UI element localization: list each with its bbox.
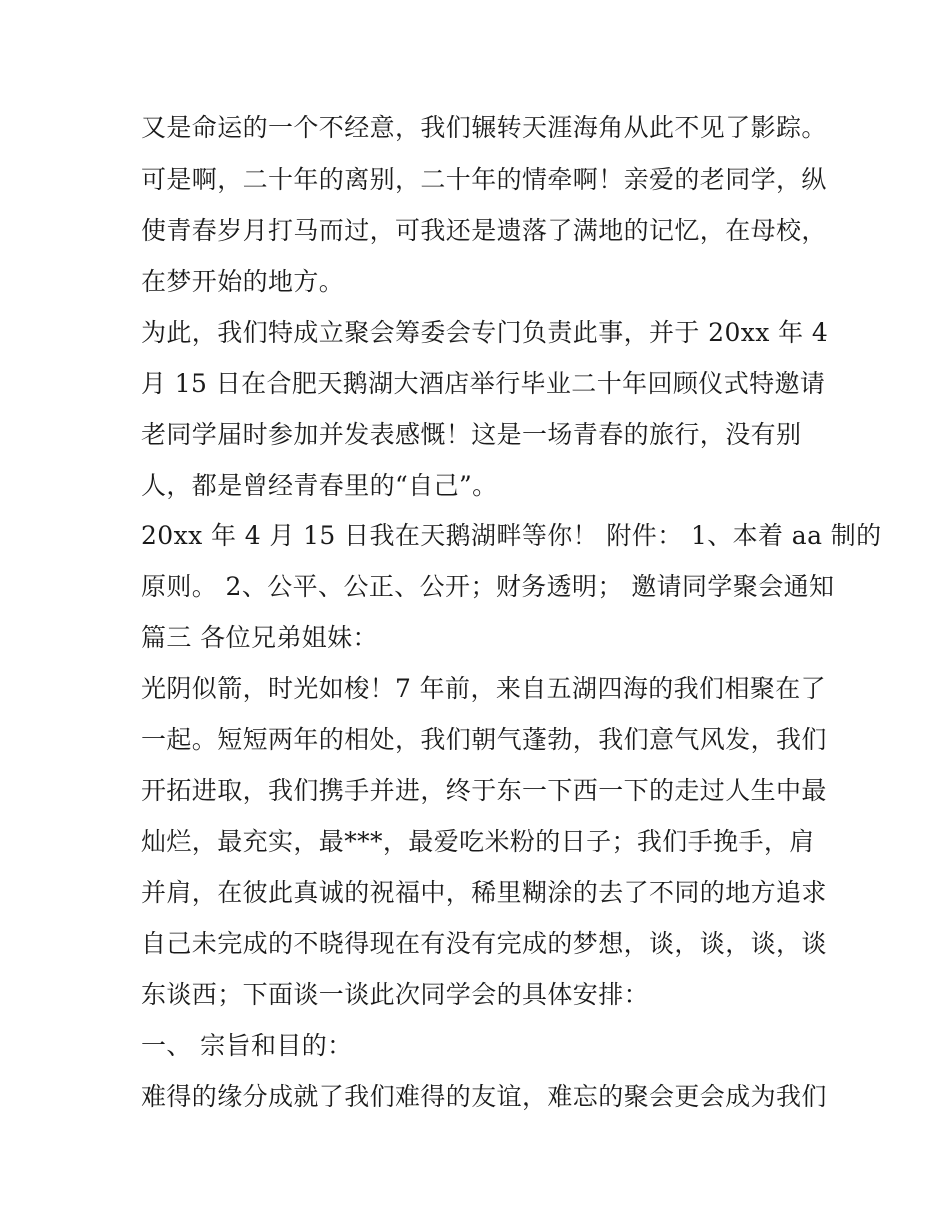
text-line: 在梦开始的地方。 xyxy=(141,267,345,296)
text-line: 一起。短短两年的相处，我们朝气蓬勃，我们意气风发，我们 xyxy=(141,725,827,754)
text-line: 月 15 日在合肥天鹅湖大酒店举行毕业二十年回顾仪式特邀请 xyxy=(141,369,826,398)
text-line: 人，都是曾经青春里的“自己”。 xyxy=(141,471,498,500)
text-line: 并肩，在彼此真诚的祝福中，稀里糊涂的去了不同的地方追求 xyxy=(141,878,827,907)
text-line: 难得的缘分成就了我们难得的友谊，难忘的聚会更会成为我们 xyxy=(141,1082,827,1111)
text-line: 一、 宗旨和目的： xyxy=(141,1031,353,1060)
text-line: 原则。 2、公平、公正、公开；财务透明； 邀请同学聚会通知 xyxy=(141,572,835,601)
text-line: 开拓进取，我们携手并进，终于东一下西一下的走过人生中最 xyxy=(141,776,827,805)
text-line: 光阴似箭，时光如梭！7 年前，来自五湖四海的我们相聚在了 xyxy=(141,674,827,703)
text-line: 又是命运的一个不经意，我们辗转天涯海角从此不见了影踪。 xyxy=(141,113,827,142)
text-line: 灿烂，最充实，最***，最爱吃米粉的日子；我们手挽手，肩 xyxy=(141,827,815,856)
text-line: 可是啊，二十年的离别，二十年的情牵啊！亲爱的老同学，纵 xyxy=(141,165,827,194)
text-line: 东谈西；下面谈一谈此次同学会的具体安排： xyxy=(141,980,650,1009)
text-line: 使青春岁月打马而过，可我还是遗落了满地的记忆，在母校， xyxy=(141,216,827,245)
text-line: 20xx 年 4 月 15 日我在天鹅湖畔等你！ 附件： 1、本着 aa 制的 xyxy=(141,521,882,550)
text-line: 自己未完成的不晓得现在有没有完成的梦想，谈，谈，谈，谈 xyxy=(141,929,827,958)
text-line: 老同学届时参加并发表感慨！这是一场青春的旅行，没有别 xyxy=(141,420,802,449)
text-line: 篇三 各位兄弟姐妹： xyxy=(141,623,378,652)
text-line: 为此，我们特成立聚会筹委会专门负责此事，并于 20xx 年 4 xyxy=(141,318,829,347)
